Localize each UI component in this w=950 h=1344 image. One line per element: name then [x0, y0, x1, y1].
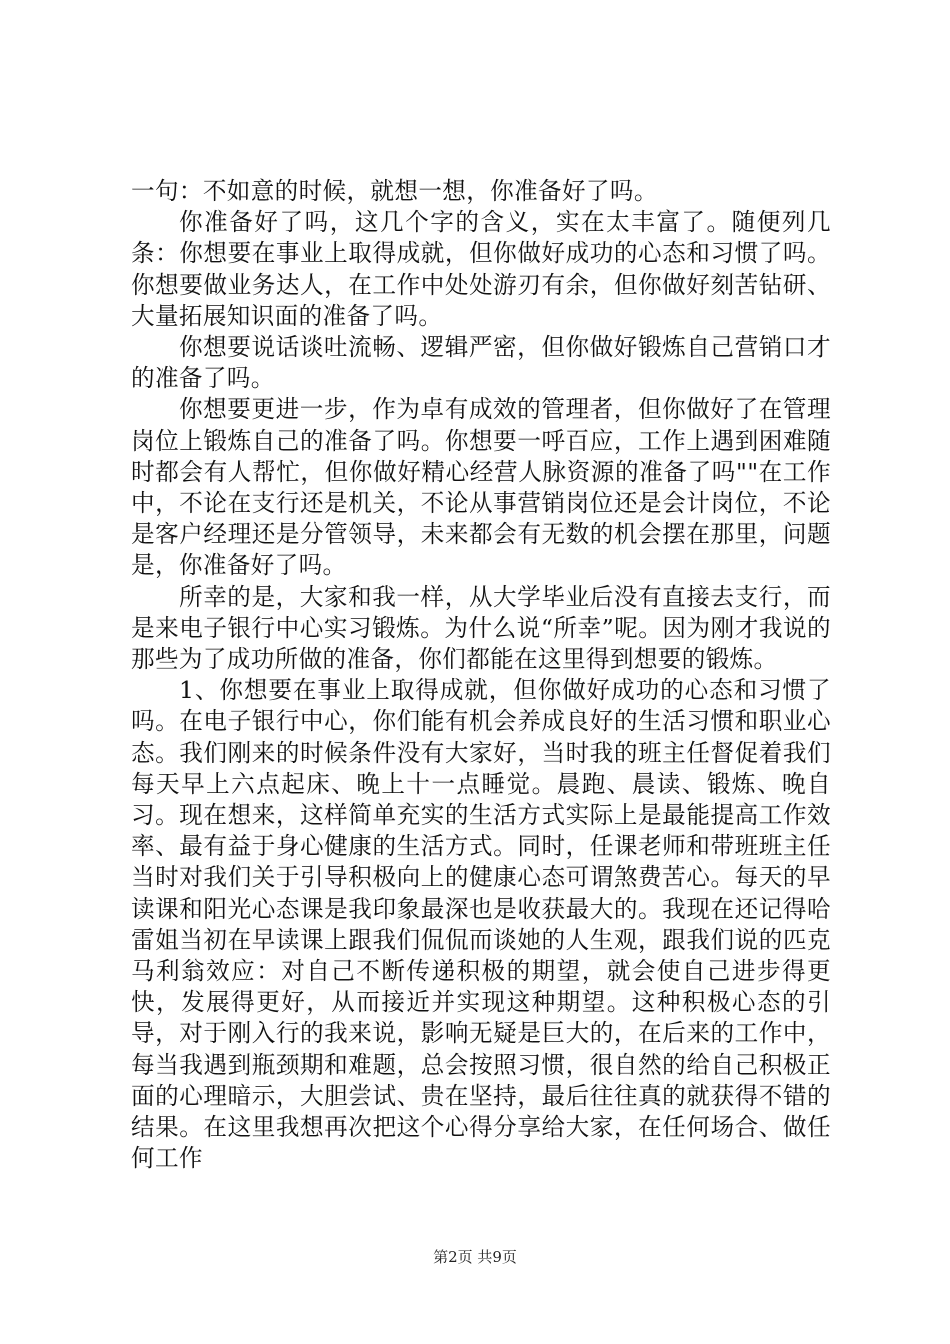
paragraph-point-1: 1、你想要在事业上取得成就，但你做好成功的心态和习惯了吗。在电子银行中心，你们能有机会养成良好的生活习惯和职业心态。我们刚来的时候条件没有大家好，当时我的班主任督促着我们每天早上六点起床、晚上十一点睡觉。晨跑、晨读、锻炼、晚自习。现在想来，这样简单充实的生活方式实际上是最能提高工作效率、最有益于身心健康的生活方式。同时，任课老师和带班班主任当时对我们关于引导积极向上的健康心态可谓煞费苦心。每天的早读课和阳光心态课是我印象最深也是收获最大的。我现在还记得哈雷姐当初在早读课上跟我们侃侃而谈她的人生观，跟我们说的匹克马利翁效应：对自己不断传递积极的期望，就会使自己进步得更快，发展得更好，从而接近并实现这种期望。这种积极心态的引导，对于刚入行的我来说，影响无疑是巨大的，在后来的工作中，每当我遇到瓶颈期和难题，总会按照习惯，很自然的给自己积极正面的心理暗示，大胆尝试、贵在坚持，最后往往真的就获得不错的结果。在这里我想再次把这个心得分享给大家，在任何场合、做任何工作 — [131, 676, 831, 1173]
paragraph-opening-line: 一句：不如意的时候，就想一想，你准备好了吗。 — [131, 177, 658, 205]
page-number-footer: 第2页 共9页 — [433, 1248, 517, 1266]
paragraph-fortunate: 所幸的是，大家和我一样，从大学毕业后没有直接去支行，而是来电子银行中心实习锻炼。为什么说“所幸”呢。因为刚才我说的那些为了成功所做的准备，你们都能在这里得到想要的锻炼。 — [131, 582, 831, 674]
paragraph-management: 你想要更进一步，作为卓有成效的管理者，但你做好了在管理岗位上锻炼自己的准备了吗。你想要一呼百应，工作上遇到困难随时都会有人帮忙，但你做好精心经营人脉资源的准备了吗""在工作中，不论在支行还是机关，不论从事营销岗位还是会计岗位，不论是客户经理还是分管领导，未来都会有无数的机会摆在那里，问题是，你准备好了吗。 — [131, 395, 831, 580]
paragraph-speaking-skills: 你想要说话谈吐流畅、逻辑严密，但你做好锻炼自己营销口才的准备了吗。 — [131, 333, 831, 393]
document-body — [131, 176, 831, 1175]
paragraph-are-you-ready: 你准备好了吗，这几个字的含义，实在太丰富了。随便列几条：你想要在事业上取得成就，但你做好成功的心态和习惯了吗。你想要做业务达人，在工作中处处游刃有余，但你做好刻苦钻研、大量拓展知识面的准备了吗。 — [131, 208, 831, 330]
